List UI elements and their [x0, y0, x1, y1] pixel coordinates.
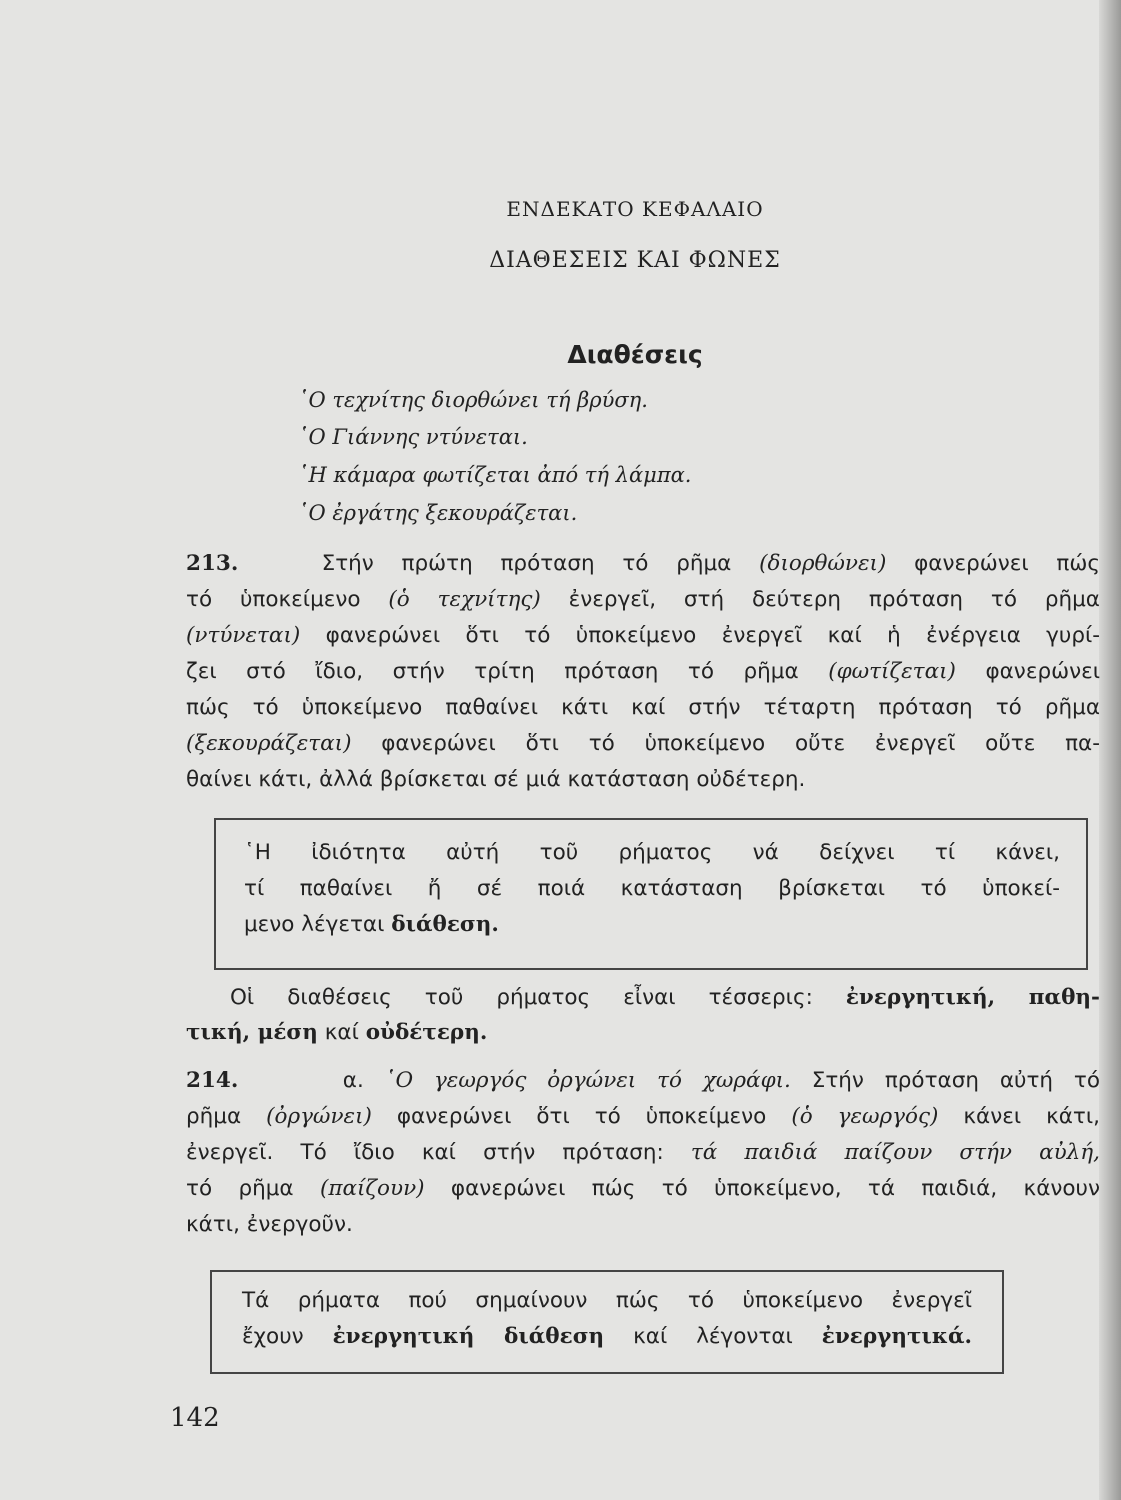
- italic-term: (ὁ γεωργός): [791, 1104, 939, 1129]
- text: πώς τό ὑποκείμενο παθαίνει κάτι καί στήν τέταρτη πρόταση τό ρῆμα: [186, 695, 1100, 720]
- text: θαίνει κάτι, ἀλλά βρίσκεται σέ μιά κατάσταση οὐδέτερη.: [186, 767, 806, 792]
- text: καί λέγονται: [633, 1324, 793, 1349]
- example-sentence: ῾Η κάμαρα φωτίζεται ἀπό τή λάμπα.: [298, 463, 692, 487]
- bold-term: ἐνεργητική, παθη-: [845, 985, 1100, 1010]
- chapter-title: ΔΙΑΘΕΣΕΙΣ ΚΑΙ ΦΩΝΕΣ: [489, 248, 781, 273]
- italic-term: (ὁ τεχνίτης): [388, 587, 541, 612]
- text: τό ὑποκείμενο: [186, 587, 361, 612]
- text: ρῆμα: [186, 1104, 242, 1129]
- text: ἐνεργεῖ, στή δεύτερη πρόταση τό ρῆμα: [568, 587, 1100, 612]
- text: α.: [342, 1068, 364, 1093]
- italic-term: (φωτίζεται): [828, 659, 956, 684]
- box-line: τί παθαίνει ἤ σέ ποιά κατάσταση βρίσκεται τό ὑποκεί-: [244, 876, 1060, 901]
- bold-term: οὐδέτερη.: [365, 1020, 488, 1045]
- italic-term: ῾Ο γεωργός ὀργώνει τό χωράφι.: [384, 1068, 791, 1093]
- bold-term: ἐνεργητικά.: [821, 1324, 972, 1349]
- bold-term: ἐνεργητική διάθεση: [332, 1324, 605, 1349]
- box-line: Τά ρήματα πού σημαίνουν πώς τό ὑποκείμενο ἐνεργεῖ: [242, 1288, 972, 1313]
- text: ἔχουν: [242, 1324, 304, 1349]
- example-sentence: ῾Ο ἐργάτης ξεκουράζεται.: [298, 501, 578, 525]
- page-edge-shadow: [1099, 0, 1121, 1500]
- page-number: 142: [170, 1403, 220, 1433]
- italic-term: (ξεκουράζεται): [186, 731, 352, 756]
- text: τό ρῆμα: [186, 1176, 294, 1201]
- chapter-heading: ΕΝΔΕΚΑΤΟ ΚΕΦΑΛΑΙΟ: [506, 197, 764, 221]
- italic-term: (παίζουν): [319, 1176, 425, 1201]
- text: κάτι, ἐνεργοῦν.: [186, 1212, 353, 1237]
- text: κάνει κάτι,: [963, 1104, 1100, 1129]
- text: φανερώνει ὅτι τό ὑποκείμενο ἐνεργεῖ καί ἡ ἐνέργεια γυρί-: [325, 623, 1100, 648]
- text: Στήν πρόταση αὐτή τό: [811, 1068, 1100, 1093]
- italic-term: (διορθώνει): [759, 551, 887, 576]
- text: ζει στό ἴδιο, στήν τρίτη πρόταση τό ρῆμα: [186, 659, 799, 684]
- text: Στήν πρώτη πρόταση τό ρῆμα: [321, 551, 732, 576]
- text: φανερώνει: [985, 659, 1100, 684]
- text: ἐνεργεῖ. Τό ἴδιο καί στήν πρόταση:: [186, 1140, 664, 1165]
- example-sentence: ῾Ο τεχνίτης διορθώνει τή βρύση.: [298, 388, 648, 412]
- text: καί: [324, 1020, 359, 1045]
- example-sentence: ῾Ο Γιάννης ντύνεται.: [298, 425, 528, 449]
- text: φανερώνει ὅτι τό ὑποκείμενο οὔτε ἐνεργεῖ οὔτε πα-: [381, 731, 1100, 756]
- bold-term: διάθεση.: [391, 912, 499, 937]
- bold-term: τική, μέση: [186, 1020, 318, 1045]
- paragraph-number: 213.: [186, 551, 239, 576]
- text: Οἱ διαθέσεις τοῦ ρήματος εἶναι τέσσερις:: [230, 985, 813, 1010]
- section-heading: Διαθέσεις: [567, 340, 703, 369]
- italic-term: (ὀργώνει): [266, 1104, 372, 1129]
- text: φανερώνει πώς τό ὑποκείμενο, τά παιδιά, κάνουν: [450, 1176, 1100, 1201]
- text: φανερώνει πώς: [914, 551, 1100, 576]
- italic-term: (ντύνεται): [186, 623, 301, 648]
- box-line: ῾Η ἰδιότητα αὐτή τοῦ ρήματος νά δείχνει τί κάνει,: [244, 840, 1060, 865]
- text: μενο λέγεται: [244, 912, 385, 937]
- text: φανερώνει ὅτι τό ὑποκείμενο: [396, 1104, 767, 1129]
- rule-box: [210, 1270, 1004, 1374]
- italic-term: τά παιδιά παίζουν στήν αὐλή,: [690, 1140, 1100, 1165]
- paragraph-number: 214.: [186, 1068, 239, 1093]
